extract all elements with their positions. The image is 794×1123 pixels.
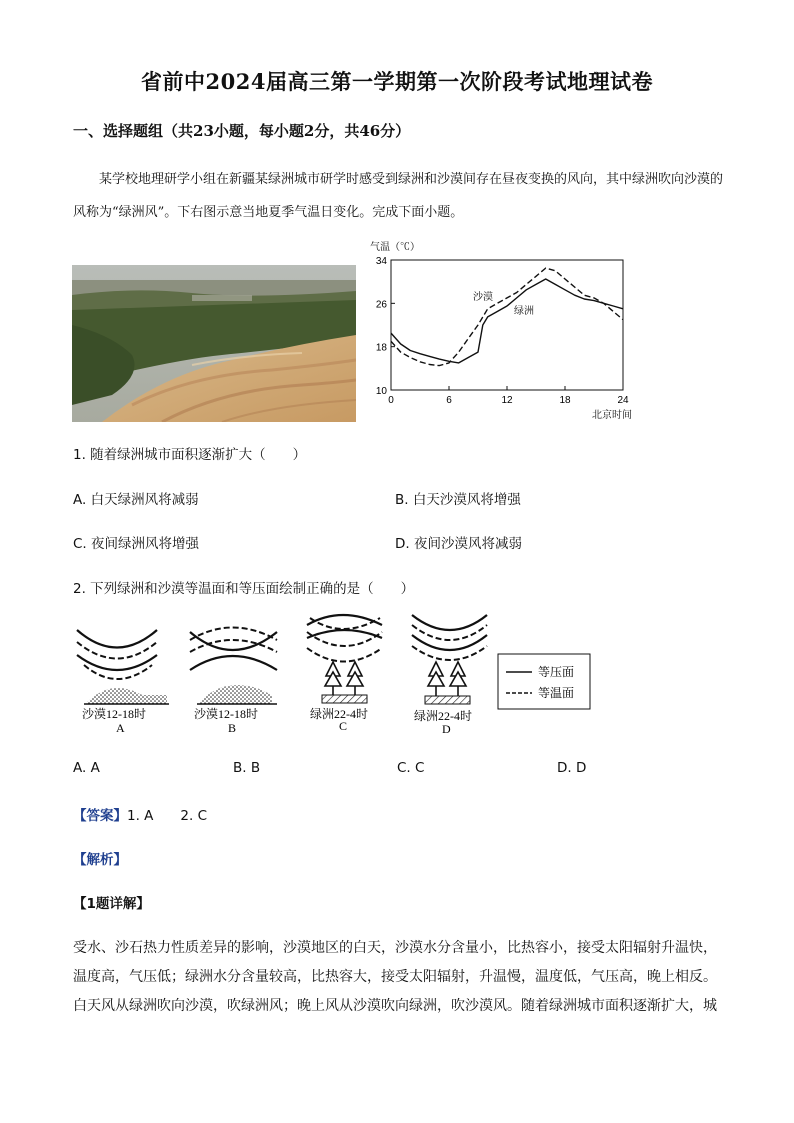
answer-line — [73, 804, 207, 824]
temperature-chart — [362, 238, 642, 423]
chart-plot-frame — [391, 260, 623, 390]
answer-tag: 【答案】 — [73, 808, 127, 824]
y-tick-label: 26 — [375, 299, 387, 311]
diagram-a-caption: 沙漠12-18时 — [82, 707, 146, 721]
chart-ylabel: 气温（℃） — [370, 242, 420, 253]
legend-dashed-label: 等温面 — [538, 686, 575, 700]
diagram-a — [77, 630, 169, 735]
series-label-desert: 沙漠 — [473, 292, 493, 303]
answer-text: 1. A 2. C — [127, 808, 208, 824]
series-label-oasis: 绿洲 — [514, 306, 534, 317]
diagram-c-caption: 绿洲22-4时 — [310, 707, 368, 721]
diagram-b — [190, 628, 277, 736]
q2-option-b[interactable]: B. B — [233, 760, 261, 776]
x-tick-label: 24 — [617, 395, 629, 406]
diagram-legend — [498, 654, 590, 709]
intro-paragraph: 某学校地理研学小组在新疆某绿洲城市研学时感受到绿洲和沙漠间存在昼夜变换的风向，其中绿洲吹向沙漠的风称为“绿洲风”。下右图示意当地夏季气温日变化。完成下面小题。 — [73, 172, 724, 220]
analysis-tag: 【解析】 — [73, 852, 127, 868]
diagram-d — [412, 615, 487, 736]
x-tick-label: 0 — [388, 395, 394, 406]
diagram-c — [307, 615, 382, 733]
diagram-d-caption: 绿洲22-4时 — [414, 709, 472, 723]
oasis-desert-photo — [72, 265, 356, 422]
y-tick-label: 10 — [375, 386, 387, 397]
q2-option-c[interactable]: C. C — [397, 760, 425, 776]
y-tick-label: 34 — [375, 256, 387, 267]
question-1: 1. 随着绿洲城市面积逐渐扩大（ ） — [73, 447, 307, 463]
diagram-d-letter: D — [442, 722, 451, 736]
q1-option-c[interactable]: C. 夜间绿洲风将增强 — [73, 536, 200, 552]
series-line-1 — [391, 279, 623, 363]
q1-option-d[interactable]: D. 夜间沙漠风将减弱 — [395, 536, 522, 552]
x-tick-label: 18 — [559, 395, 571, 406]
diagram-a-letter: A — [116, 721, 125, 735]
x-tick-label: 6 — [446, 395, 452, 406]
q1-option-a[interactable]: A. 白天绿洲风将减弱 — [73, 492, 199, 508]
q2-option-a[interactable]: A. A — [73, 760, 100, 776]
detail-tag: 【1题详解】 — [73, 896, 150, 912]
q1-option-b[interactable]: B. 白天沙漠风将增强 — [395, 492, 521, 508]
isobar-diagrams — [72, 610, 592, 740]
diagram-b-caption: 沙漠12-18时 — [194, 707, 258, 721]
diagram-b-letter: B — [228, 721, 237, 735]
detail-paragraph: 受水、沙石热力性质差异的影响，沙漠地区的白天，沙漠水分含量小，比热容小，接受太阳辐射升温快，温度高，气压低；绿洲水分含量较高，比热容大，接受太阳辐射，升温慢，温度低，气压高，晚上相反。白天风从绿洲吹向沙漠，吹绿洲风；晚上风从沙漠吹向绿洲，吹沙漠风。随着绿洲城市面积逐渐扩大，城 — [73, 940, 717, 1014]
section-heading: 一、选择题组（共23小题，每小题2分，共46分） — [73, 122, 411, 140]
chart-xlabel: 北京时间 — [592, 410, 632, 421]
x-tick-label: 12 — [501, 395, 513, 406]
question-2: 2. 下列绿洲和沙漠等温面和等压面绘制正确的是（ ） — [73, 581, 415, 597]
diagram-c-letter: C — [339, 719, 348, 733]
y-tick-label: 18 — [375, 342, 387, 354]
exam-title: 省前中2024届高三第一学期第一次阶段考试地理试卷 — [141, 69, 653, 94]
legend-solid-label: 等压面 — [538, 665, 575, 679]
q2-option-d[interactable]: D. D — [557, 760, 587, 776]
series-line-0 — [391, 268, 623, 366]
